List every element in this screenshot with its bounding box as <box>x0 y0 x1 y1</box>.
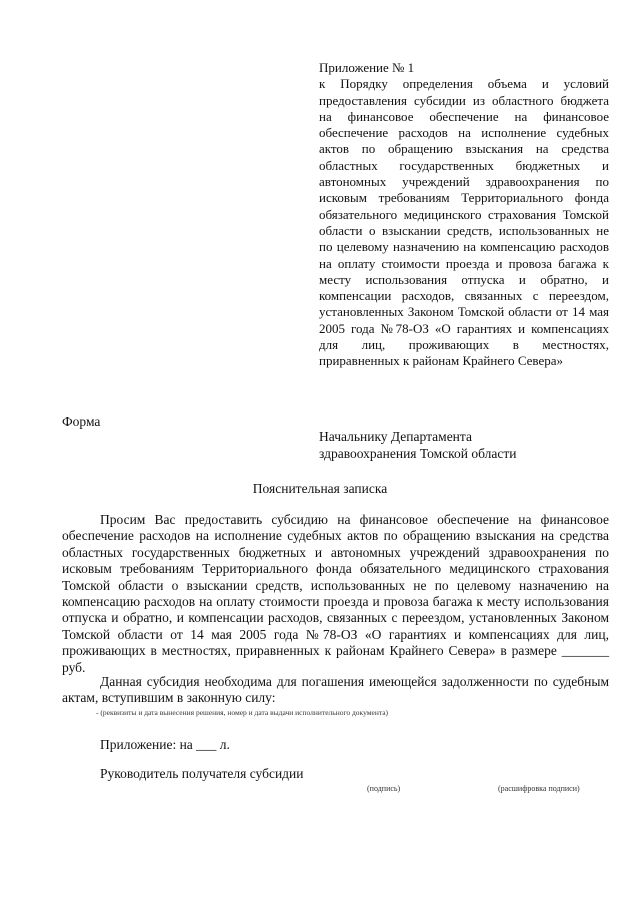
addressee-line-2: здравоохранения Томской области <box>319 446 517 461</box>
head-signature-label: Руководитель получателя субсидии <box>100 766 304 781</box>
request-paragraph: Просим Вас предоставить субсидию на финансовое обеспечение на финансовое обеспечение расходов на исполнение судебных актов по обращению взыскания на средства областных государственных бюджетных и автономных учреждений здравоохранения по исковым требованиям Территориального фонда обязательного медицинского страхования Томской области о взыскании средств, использованных не по целевому назначению на компенсацию расходов на оплату стоимости проезда и провоза багажа к месту использования отпуска и обратно, и компенсации расходов, связанных с переездом, установленных Законом Томской области от 14 мая 2005 года №78-ОЗ «О гарантиях и компенсациях для лиц, проживающих в местностях, приравненных к районам Крайнего Севера» в размере _______ руб. <box>62 512 609 675</box>
appendix-body: к Порядку определения объема и условий предоставления субсидии из областного бюджета на финансовое обеспечение на финансовое обеспечение расходов на исполнение судебных актов по обращению взыскания на средства областных государственных бюджетных и автономных учреждений здравоохранения по исковым требованиям Территориального фонда обязательного медицинского страхования Томской области о взыскании средств, использованных не по целевому назначению на компенсацию расходов на оплату стоимости проезда и провоза багажа к месту использования отпуска и обратно, и компенсации расходов, связанных с переездом, установленных Законом Томской области от 14 мая 2005 года №78-ОЗ «О гарантиях и компенсациях для лиц, проживающих в местностях, приравненных к районам Крайнего Севера» <box>319 76 609 369</box>
addressee-line-1: Начальнику Департамента <box>319 429 472 444</box>
appendix-block <box>319 60 609 370</box>
form-label: Форма <box>62 414 101 429</box>
purpose-paragraph: Данная субсидия необходима для погашения имеющейся задолженности по судебным актам, вступившим в законную силу: <box>62 674 609 706</box>
attachment-line: Приложение: на ___ л. <box>100 737 230 752</box>
document-title: Пояснительная записка <box>252 481 388 496</box>
addressee-block <box>319 428 517 462</box>
requisites-hint: - (реквизиты и дата вынесения решения, номер и дата выдачи исполнительного документа) <box>96 708 389 717</box>
appendix-title: Приложение № 1 <box>319 60 415 75</box>
signature-hint: (подпись) <box>367 784 401 793</box>
decryption-hint: (расшифровка подписи) <box>498 784 580 793</box>
